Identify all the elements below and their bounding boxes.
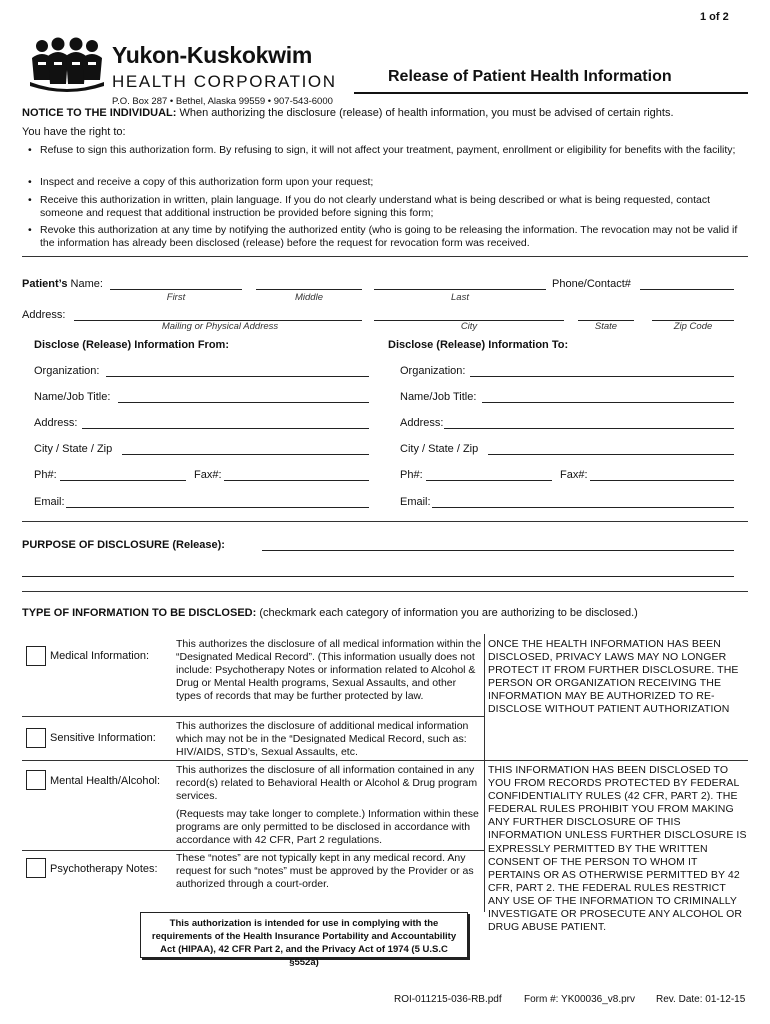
- row-divider: [22, 850, 484, 851]
- to-address-label: Address:: [400, 417, 444, 429]
- last-name-field[interactable]: [374, 289, 546, 290]
- first-name-field[interactable]: [110, 289, 242, 290]
- middle-caption: Middle: [295, 292, 323, 303]
- phone-label: Phone/Contact#: [552, 278, 631, 290]
- to-city-field[interactable]: [488, 454, 734, 455]
- bullet-text: Revoke this authorization at any time by notifying the authorized entity (who is going to be releasing the information. The revocation may not be valid if the information has already been disclosed (release) before the request for revocation form was received.: [40, 224, 738, 249]
- bullet-dot: •: [28, 144, 32, 156]
- row-divider: [22, 716, 484, 717]
- from-email-label: Email:: [34, 496, 65, 508]
- rights-bullet: [28, 194, 743, 220]
- medical-info-label: Medical Information:: [50, 650, 150, 662]
- page-indicator: 1 of 2: [700, 11, 729, 23]
- federal-rules-notice: THIS INFORMATION HAS BEEN DISCLOSED TO YOU FROM RECORDS PROTECTED BY FEDERAL CONFIDENTIALITY RULES (42 CFR, PART 2). THE FEDERAL RULES PROHIBIT YOU FROM MAKING ANY FURTHER DISCLOSURE OF THIS INFORMATION UNLESS FURTHER DISCLOSURE IS EXPRESSLY PERMITTED BY THE WRITTEN CONSENT OF THE PERSON TO WHOM IT PERTAINS OR AS OTHERWISE PERMITTED BY 42 CFR, PART 2. THE FEDERAL RULES RESTRICT ANY USE OF THE INFORMATION TO CRIMINALLY INVESTIGATE OR PROSECUTE ANY ALCOHOL OR DRUG ABUSE PATIENT.: [488, 764, 747, 934]
- type-info-heading: TYPE OF INFORMATION TO BE DISCLOSED:: [22, 607, 257, 619]
- type-info-heading-row: [22, 607, 762, 619]
- to-name-field[interactable]: [482, 402, 734, 403]
- org-name: Yukon-Kuskokwim: [112, 42, 312, 68]
- from-fax-label: Fax#:: [194, 469, 222, 481]
- from-phone-label: Ph#:: [34, 469, 57, 481]
- mental-health-desc-2: (Requests may take longer to complete.) Information within these programs are only permitted to be disclosed in accordance with accordance with 42 CFR, Part 2 regulations.: [176, 808, 479, 846]
- to-email-field[interactable]: [432, 507, 734, 508]
- disclose-from-heading: Disclose (Release) Information From:: [34, 339, 229, 351]
- from-organization-label: Organization:: [34, 365, 100, 377]
- phone-field[interactable]: [640, 289, 734, 290]
- mental-health-desc: This authorizes the disclosure of all information contained in any record(s) related to Behavioral Health or Alcohol & Drug program services.: [176, 764, 478, 802]
- medical-info-desc: This authorizes the disclosure of all medical information within the “Designated Medical Record”. (This information usually does not include: Psychotherapy Notes or information related to Alcohol & Drug or Mental Health programs, Sexual Assaults, and other types of records that may be further protected by law.: [176, 638, 482, 702]
- table-column-divider: [484, 634, 485, 912]
- from-city-label: City / State / Zip: [34, 443, 113, 455]
- mental-health-checkbox[interactable]: [26, 770, 46, 790]
- address-label: Address:: [22, 309, 66, 321]
- redisclosure-notice: ONCE THE HEALTH INFORMATION HAS BEEN DISCLOSED, PRIVACY LAWS MAY NO LONGER PROTECT IT FROM FURTHER DISCLOSURE. THE PERSON OR ORGANIZATION RECEIVING THE INFORMATION MAY BE AUTHORIZED TO RE-DISCLOSE WITHOUT PATIENT AUTHORIZATION: [488, 638, 739, 716]
- to-name-label: Name/Job Title:: [400, 391, 477, 403]
- rights-intro: You have the right to:: [22, 126, 126, 138]
- sensitive-info-desc: This authorizes the disclosure of additional medical information which may not be in the “Designated Medical Record, such as: HIV/AIDS, STD’s, Sexual Assaults, etc.: [176, 720, 469, 758]
- mental-health-label: Mental Health/Alcohol:: [50, 775, 161, 787]
- divider: [22, 521, 748, 522]
- to-email-label: Email:: [400, 496, 431, 508]
- rights-bullet: [28, 224, 743, 250]
- bullet-text: Refuse to sign this authorization form. By refusing to sign, it will not affect your treatment, payment, enrollment or eligibility for benefits with the facility;: [40, 144, 736, 156]
- patient-label-rest: Name:: [70, 278, 103, 290]
- type-info-note: (checkmark each category of information you are authorizing to be disclosed.): [259, 607, 638, 619]
- psychotherapy-desc: These “notes” are not typically kept in any medical record. Any request for such “notes” must be approved by the Provider or as authorized through a court-order.: [176, 852, 474, 890]
- row-divider: [22, 760, 748, 761]
- footer-form-number: Form #: YK00036_v8.prv: [524, 994, 635, 1005]
- title-underline: [354, 92, 748, 94]
- to-organization-label: Organization:: [400, 365, 466, 377]
- from-city-field[interactable]: [122, 454, 369, 455]
- from-fax-field[interactable]: [224, 480, 369, 481]
- to-fax-field[interactable]: [590, 480, 734, 481]
- from-phone-field[interactable]: [60, 480, 186, 481]
- middle-name-field[interactable]: [256, 289, 362, 290]
- patient-label-bold: Patient’s: [22, 278, 68, 290]
- from-address-label: Address:: [34, 417, 78, 429]
- to-address-field[interactable]: [444, 428, 734, 429]
- bullet-text: Receive this authorization in written, plain language. If you do not clearly understand what is being described or what is being requested, contact someone and request that additional instruction be provided before signing this form;: [40, 194, 711, 219]
- from-organization-field[interactable]: [106, 376, 369, 377]
- from-name-label: Name/Job Title:: [34, 391, 111, 403]
- psychotherapy-checkbox[interactable]: [26, 858, 46, 878]
- sensitive-info-label: Sensitive Information:: [50, 732, 156, 744]
- org-address: P.O. Box 287 • Bethel, Alaska 99559 • 907-543-6000: [112, 96, 333, 107]
- purpose-field-2[interactable]: [22, 576, 734, 577]
- to-organization-field[interactable]: [470, 376, 734, 377]
- state-caption: State: [594, 321, 618, 332]
- to-phone-label: Ph#:: [400, 469, 423, 481]
- bullet-dot: •: [28, 224, 32, 236]
- disclose-to-heading: Disclose (Release) Information To:: [388, 339, 569, 351]
- form-title: Release of Patient Health Information: [388, 68, 672, 85]
- mailing-caption: Mailing or Physical Address: [161, 321, 279, 332]
- rights-bullet: [28, 144, 743, 157]
- hipaa-text: This authorization is intended for use in complying with the requirements of the Health Insurance Portability and Accountability Act (HIPAA), 42 CFR Part 2, and the Privacy Act of 1974 (5 U.S.C §552a): [151, 918, 457, 968]
- first-caption: First: [166, 292, 186, 303]
- divider: [22, 591, 748, 592]
- patient-name-label: [22, 278, 103, 290]
- to-fax-label: Fax#:: [560, 469, 588, 481]
- divider: [22, 256, 748, 257]
- to-city-label: City / State / Zip: [400, 443, 479, 455]
- city-caption: City: [460, 321, 478, 332]
- notice-heading: NOTICE TO THE INDIVIDUAL:: [22, 107, 177, 119]
- bullet-text: Inspect and receive a copy of this authorization form upon your request;: [40, 176, 374, 188]
- org-logo: [28, 36, 106, 96]
- rights-bullet: [28, 176, 743, 189]
- footer-file: ROI-011215-036-RB.pdf: [394, 994, 502, 1005]
- bullet-dot: •: [28, 194, 32, 206]
- last-caption: Last: [451, 292, 469, 303]
- to-phone-field[interactable]: [426, 480, 552, 481]
- from-name-field[interactable]: [118, 402, 369, 403]
- from-email-field[interactable]: [66, 507, 369, 508]
- medical-info-checkbox[interactable]: [26, 646, 46, 666]
- zip-caption: Zip Code: [673, 321, 713, 332]
- people-logo-icon: [28, 36, 106, 96]
- notice: [22, 107, 752, 119]
- purpose-field-1[interactable]: [262, 550, 734, 551]
- bullet-dot: •: [28, 176, 32, 188]
- from-address-field[interactable]: [82, 428, 369, 429]
- hipaa-box: [140, 912, 468, 968]
- sensitive-info-checkbox[interactable]: [26, 728, 46, 748]
- org-subtitle: HEALTH CORPORATION: [112, 72, 337, 91]
- footer-rev-date: Rev. Date: 01-12-15: [656, 994, 746, 1005]
- purpose-label: PURPOSE OF DISCLOSURE (Release):: [22, 539, 225, 551]
- psychotherapy-label: Psychotherapy Notes:: [50, 863, 158, 875]
- notice-text: When authorizing the disclosure (release) of health information, you must be advised of certain rights.: [179, 107, 674, 119]
